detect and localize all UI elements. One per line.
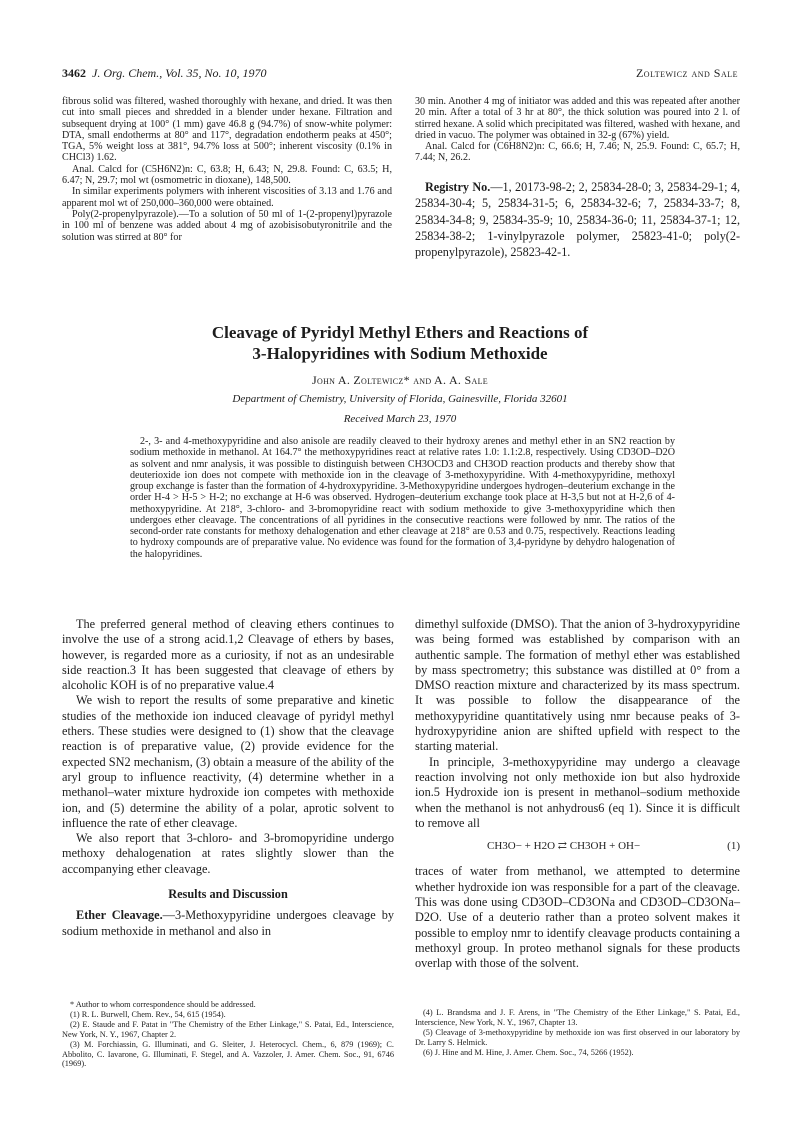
running-authors: Zoltewicz and Sale: [635, 66, 738, 80]
top-right-column: [415, 96, 740, 261]
footnote: (1) R. L. Burwell, Chem. Rev., 54, 615 (1954).: [70, 1009, 226, 1019]
equation-number: (1): [727, 840, 740, 853]
footnote: (5) Cleavage of 3-methoxypyridine by methoxide ion was first observed in our laboratory by Dr. Larry S. Helmick.: [415, 1027, 740, 1047]
paragraph: fibrous solid was filtered, washed thoroughly with hexane, and dried. It was then cut into small pieces and shredded in a blender under hexane. Filtration and subsequent drying at 100° (1 mm) gave 46.8 g (94.7%) of snow-white polymer: DTA, small endotherms at 80° and 117°, degradation endotherm peaks at 450°; TGA, 5% weight loss at 381°, 94.7% loss at 500°; inherent viscosity (0.1% in CHCl3) 1.62.: [62, 96, 392, 164]
paragraph: traces of water from methanol, we attempted to determine whether hydroxide ion was responsible for a part of the cleavage. This was done using CD3OD–CD3ONa and CD3OD–CD3ONa–D2O. Use of a deuterio rather than a proteo solvent makes it possible to employ nmr to identify cleavage products containing a methoxyl group. In proteo methanol signals for these products overlap with those of the solvent.: [415, 864, 740, 971]
footnote: * Author to whom correspondence should be addressed.: [70, 1000, 256, 1009]
top-left-column: [62, 96, 392, 243]
paragraph: 30 min. Another 4 mg of initiator was added and this was repeated after another 20 min. After a total of 3 hr at 80°, the thick solution was poured into 2 l. of stirred hexane. A solid which precipitated was filtered, washed with hexane, and dried in vacuo. The polymer was obtained in 32-g (67%) yield.: [415, 96, 740, 141]
footnotes-right: [415, 1008, 740, 1058]
author-affiliation: Department of Chemistry, University of Florida, Gainesville, Florida 32601: [232, 393, 568, 405]
paragraph: [62, 908, 394, 939]
page-number-and-journal: [62, 66, 267, 81]
paragraph: Poly(2-propenylpyrazole).—To a solution of 50 ml of 1-(2-propenyl)pyrazole in 100 ml of benzene was added about 4 mg of azobisisobutyronitrile and the solution was stirred at 80° for: [62, 208, 392, 243]
registry-label: Registry No.: [425, 179, 491, 194]
footnote: (6) J. Hine and M. Hine, J. Amer. Chem. Soc., 74, 5266 (1952).: [423, 1047, 634, 1057]
title-line: 3-Halopyridines with Sodium Methoxide: [252, 344, 548, 363]
paragraph: Anal. Calcd for (C5H6N2)n: C, 63.8; H, 6.43; N, 29.8. Found: C, 63.5; H, 6.47; N, 29.7; mol wt (osmometric in dioxane), 148,500.: [62, 163, 392, 187]
article-authors: John A. Zoltewicz* and A. A. Sale: [312, 373, 488, 387]
paragraph: dimethyl sulfoxide (DMSO). That the anion of 3-hydroxypyridine was being formed was established by comparison with an authentic sample. The formation of methyl ether was established by mass spectrometry; this substance was distilled at 0° from a DMSO reaction mixture and characterized by its mass spectrum. It was possible to follow the disappearance of the methoxypyridine quantitatively using nmr because peaks of 3-hydroxypyridine anion are shifted upfield with respect to the starting material.: [415, 617, 740, 754]
journal-citation: J. Org. Chem., Vol. 35, No. 10, 1970: [92, 66, 267, 80]
footnote: (3) M. Forchiassin, G. Illuminati, and G. Sleiter, J. Heterocycl. Chem., 6, 879 (1969); C. Abbolito, C. Iavarone, G. Illuminati, F. Stegel, and A. Vazzoler, J. Amer. Chem. Soc., 91, 6746 (1969).: [62, 1039, 394, 1069]
equation-expression: CH3O− + H2O ⇄ CH3OH + OH−: [487, 840, 641, 853]
paragraph: We also report that 3-chloro- and 3-bromopyridine undergo methoxy dehalogenation at rates slightly slower than the accompanying ether cleavage.: [62, 831, 394, 876]
title-line: Cleavage of Pyridyl Methyl Ethers and Reactions of: [211, 323, 589, 342]
equation-1: [415, 839, 740, 854]
paragraph: We wish to report the results of some preparative and kinetic studies of the methoxide ion induced cleavage of pyridyl methyl ethers. These studies were designed to (1) show that the cleavage reaction is of preparative value, (2) provide evidence for the expected SN2 mechanism, (3) obtain a measure of the ability of the aryl group to influence reactivity, (4) determine whether in a methanol–water mixture hydroxide ion competes with methoxide ion, and (5) determine the ability of a polar, aprotic solvent to influence the rate of ether cleavage.: [62, 693, 394, 830]
paragraph: In similar experiments polymers with inherent viscosities of 3.13 and 1.76 and apparent mol wt of 250,000–360,000 were obtained.: [62, 186, 392, 209]
footnote: (2) E. Staude and F. Patat in "The Chemistry of the Ether Linkage," S. Patai, Ed., Interscience, New York, N. Y., 1967, Chapter 2.: [62, 1019, 394, 1039]
registry-text: —1, 20173-98-2; 2, 25834-28-0; 3, 25834-29-1; 4, 25834-30-4; 5, 25834-31-5; 6, 25834-32-6; 7, 25834-33-7; 8, 25834-34-8; 9, 25834-35-9; 10, 25834-36-0; 11, 25834-37-1; 12, 25834-38-2; 1-vinylpyrazole polymer, 25823-41-0; poly(2-propenylpyrazole), 25823-42-1.: [415, 179, 741, 260]
received-date: Received March 23, 1970: [343, 413, 457, 425]
paragraph: In principle, 3-methoxypyridine may undergo a cleavage reaction involving not only methoxide ion but also hydroxide ion.5 Hydroxide ion is present in methanol–sodium methoxide when the methanol is not anhydrous6 (eq 1). Since it is difficult to remove all: [415, 754, 740, 830]
article-title: [62, 322, 738, 364]
run-in-heading: Ether Cleavage.: [76, 908, 163, 923]
section-heading: Results and Discussion: [168, 887, 288, 902]
page-number: 3462: [62, 66, 86, 80]
paragraph-text: —3-Methoxypyridine undergoes cleavage by sodium methoxide in methanol and also in: [62, 908, 394, 938]
footnote: (4) L. Brandsma and J. F. Arens, in "The Chemistry of the Ether Linkage," S. Patai, Ed., Interscience, New York, N. Y., 1967, Chapter 13.: [415, 1008, 740, 1027]
abstract: 2-, 3- and 4-methoxypyridine and also anisole are readily cleaved to their hydroxy arenes and methyl ether in an SN2 reaction by sodium methoxide in methanol. At 164.7° the methoxypyridines react at relative rates 1.0: 1.1:2.8, respectively. Using CD3OD–D2O as solvent and nmr analysis, it was possible to distinguish between CH3OCD3 and CH3OD reaction products and thereby show that deuterioxide ion does not compete with methoxide ion in the cleavage of 3-methoxypyridine. With 4-methoxypyridine, methoxyl group exchange is faster than the formation of 4-hydroxypyridine. 3-Methoxypyridine undergoes hydrogen–deuterium exchange in the order H-4 > H-5 > H-2; no exchange at H-6 was observed. Hydrogen–deuterium exchange took place at H-3,5 but not at H-2,6 of 4-methoxypyridine. At 218°, 3-chloro- and 3-bromopyridine react with sodium methoxide to give 3-methoxypyridine which then undergoes ether cleavage. The concentrations of all pyridines in the consecutive reactions were followed by nmr. The ratios of the second-order rate constants for methoxy dehalogenation and ether cleavage at 218° are 0.53 and 0.75, respectively. Reactions leading to hydroxy compounds are of preparative value. No evidence was found for the formation of 3,4-pyridyne by dehydro halogenation of the halopyridines.: [130, 436, 675, 560]
running-header: [62, 66, 738, 84]
paragraph: Anal. Calcd for (C6H8N2)n: C, 66.6; H, 7.46; N, 25.9. Found: C, 65.7; H, 7.44; N, 26.2.: [415, 141, 740, 164]
body-left-column: [62, 617, 394, 939]
registry-numbers: [415, 179, 740, 261]
paragraph: The preferred general method of cleaving ethers continues to involve the use of a strong acid.1,2 Cleavage of ethers by bases, however, is regarded more as a curiosity, if not as an undesirable side reaction.3 It has been suggested that cleavage of ethers by alcoholic KOH is of no preparative value.4: [62, 617, 394, 693]
footnotes-left: [62, 1000, 394, 1069]
body-right-column: [415, 617, 740, 972]
